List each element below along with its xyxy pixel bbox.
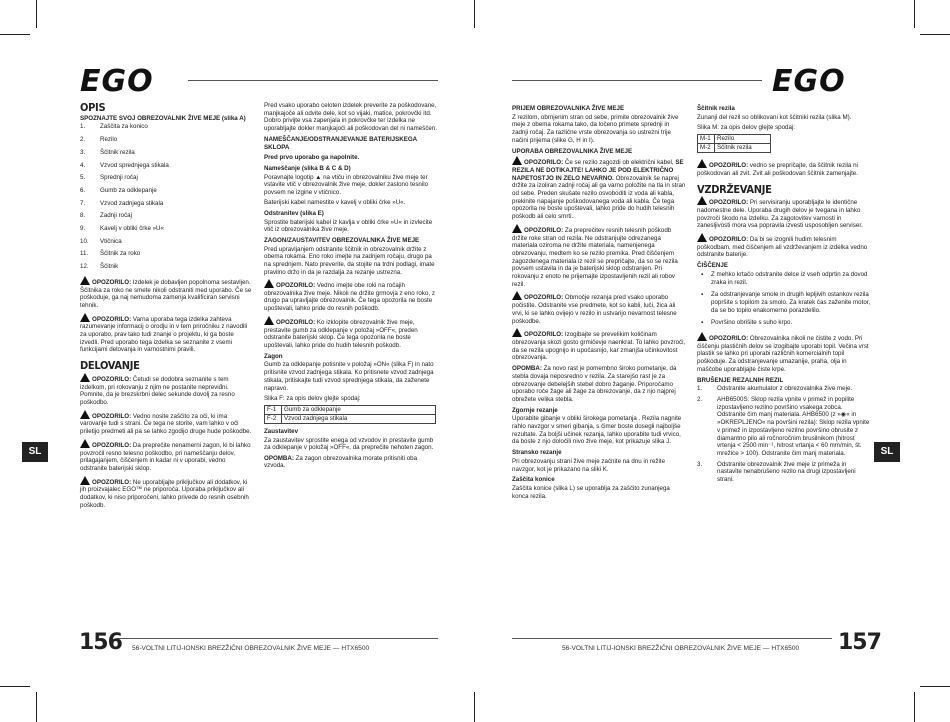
warning: OPOZORILO: Vedno imejte obe roki na ročajih obrezovalnika žive meje. Nikoli ne držite grmovja z eno roko, z drugo pa upravljajte obrezovalnik. Če tega opozorila ne boste upoštevali, lahko pride do resnih poškodb. xyxy=(264,279,438,313)
list-text: Vzvod sprednjega stikala xyxy=(100,161,169,169)
language-tab: SL xyxy=(22,442,48,462)
list-number: 3. xyxy=(80,148,86,156)
subheading: Zaščita konice xyxy=(512,476,555,484)
warning: OPOZORILO: Varna uporaba tega izdelka zahteva razumevanje informacij o orodju in v tem priročniku z navodili za uporabo, prav tako tudi znanje o projektu, ki ga boste izvedli. Pred uporabo tega izdelka se seznanite z vsemi funkcijami delovanja in varnostnimi pravili. xyxy=(80,313,252,355)
table-row xyxy=(698,135,771,144)
list-number: 12. xyxy=(80,263,89,271)
warning-icon xyxy=(264,279,274,288)
paragraph: Gumb za odklepanje potisnite v položaj »ON« (slika F) in nato pritisnite vzvod zadnjega stikala. Ko pritisnete vzvod zadnjega stikala, pritiskajte tudi vzvod sprednjega stikala, da zaženete napravo. xyxy=(264,361,434,392)
column-1 xyxy=(80,100,252,512)
list-item xyxy=(80,238,252,246)
list-text: Z mehko krtačo odstranite delce iz vseh odprtin za dovod zraka in rezil. xyxy=(711,270,868,286)
list-item xyxy=(697,461,871,484)
list-text: Rezilo xyxy=(100,136,118,144)
parts-table-m xyxy=(697,134,771,153)
language-tab: SL xyxy=(874,442,900,462)
page-number: 156 xyxy=(79,630,122,655)
table-cell: M-2 xyxy=(698,144,715,153)
subheading: Zgornje rezanje xyxy=(512,406,558,414)
list-text: Vzvod zadnjega stikala xyxy=(100,199,164,207)
ego-logo: EGO xyxy=(80,64,154,99)
paragraph: Pri obrezovanju strani žive meje začnite na dnu in režite navzgor, kot je prikazano na sliki K. xyxy=(512,457,666,473)
crop-mark xyxy=(914,692,915,722)
list-text: Zaščita za konico xyxy=(100,123,148,131)
paragraph: Sprostite baterijski kabel iz kavlja v obliki črke »U« in izvlecite vtič iz obrezovalnika žive meje. xyxy=(264,218,433,234)
list-text: Odstranite akumulator z obrezovalnika žive meje. xyxy=(717,385,853,393)
list-number: 9. xyxy=(80,225,86,233)
bullet-icon: ▪ xyxy=(701,270,704,278)
list-item xyxy=(80,212,252,220)
warning: OPOZORILO: Da preprečite nenamerni zagon, ki bi lahko povzročil resno telesno poškodbo, pri nameščanju delov, prilagajanjem, čiščenjem in kadar ni v uporabi, vedno odstranite baterijski sklop. xyxy=(80,439,252,473)
paragraph: Z rezilom, obrnjenim stran od sebe, primite obrezovalnik žive meje z obema rokama tako, da ločeno primete sprednji in zadnji ročaj. Za različne vrste obrezovanja so ustrezni trije načini prijema (slike G, H in I). xyxy=(512,113,679,144)
list-item xyxy=(80,174,252,182)
crop-mark xyxy=(920,34,950,35)
warning: OPOZORILO: Za preprečitev resnih telesnih poškodb držite roke stran od rezila. Ne odstranjujte odrezanega materiala oziroma ne držite materiala, namenjenega obrezovanju, medtem ko se rezilo premika. Pred čiščenjem zagozdenega materiala iz rezil se prepričajte, da so se rezila povsem ustavila in da je baterijski sklop odstranjen. Pri rokovanju z enoto ne prijemajte izpostavljenih rezil ali robov rezil. xyxy=(512,224,686,289)
list-text: Za odstranjevanje smole in drugih lepljivih ostankov rezila popršite s topilom za smolo. Za kratek čas zaženite motor, da se bo topilo enakomerno porazdelilo. xyxy=(711,291,871,314)
table-cell: F-2 xyxy=(265,414,282,423)
list-item xyxy=(80,123,252,131)
subheading: Pred prvo uporabo ga napolnite. xyxy=(264,154,360,162)
paragraph: Za zaustavitev sprostite enega od vzvodov in prestavite gumb za odklepanje v položaj »OFF«, da preprečite nehoten zagon. xyxy=(264,436,434,452)
subheading: Zaustavitev xyxy=(264,427,299,435)
list-number: 5. xyxy=(80,174,86,182)
subheading: ZAGON/ZAUSTAVITEV OBREZOVALNIKA ŽIVE MEJE xyxy=(264,237,420,245)
list-text: AHB6500S: Sklop rezila vpnite v primež in popilite izpostavljeno rezilno površino vsakega zobca. Odstranite čim manj materiala. AHB6500 (z »◉« in »OKREPLJENO« na površini rezila): Sklop rezila vpnite v primež in izpostavljeno rezilno površino obrusite z diamantno pilo ali ročnoročnim brusilnikom (hitrost vrtenja < 2500 min⁻¹, hitrost vrtanja < 60 mm/min, št. mrežice > 100). Odstranite čim manj materiala. xyxy=(717,395,870,457)
subheading: ČIŠČENJE xyxy=(697,262,728,270)
list-item xyxy=(80,149,252,157)
warning: OPOZORILO: Izdelek je dobavljen popolnoma sestavljen. Ščitnika za roko ne smete nikoli odstraniti med uporabo. Če se poškoduje, ga naj nemudoma zamenja kvalificiran servisni tehnik. xyxy=(80,276,252,310)
list-item xyxy=(80,200,252,208)
footer-rule xyxy=(117,638,438,639)
table-row xyxy=(265,414,436,423)
sharpening-steps xyxy=(697,385,871,483)
warning-icon xyxy=(512,156,522,165)
list-text: Zadnji ročaj xyxy=(100,212,132,220)
paragraph: Baterijski kabel namestite v kavelj v obliki črke »U«. xyxy=(264,199,406,207)
paragraph: Pred upravljanjem odstranite ščitnik in obrezovalnik držite z obema rokama. Eno roko imejte na zadnjem ročaju, drugo pa na sprednjem. Nato preverite, da stojite na trdni podlagi, imate pravilno držo in da je razdalja za rezanje ustrezna. xyxy=(264,245,435,276)
subheading: Stransko rezanje xyxy=(512,449,562,457)
table-cell: F-1 xyxy=(265,405,282,414)
list-number: 1. xyxy=(697,385,703,393)
warning-icon xyxy=(80,313,90,322)
table-cell: Vzvod zadnjega stikala xyxy=(282,414,436,423)
list-text: Odstranite obrezovalnik žive meje iz primeža in nastavite nenabrušeno rezilo na drugi izpostavljeni strani. xyxy=(717,460,856,484)
crop-mark xyxy=(474,692,475,722)
parts-list xyxy=(80,123,252,270)
table-row xyxy=(265,405,436,414)
list-item xyxy=(697,396,871,458)
list-item xyxy=(80,263,252,271)
warning: OPOZORILO: Vedno nosite zaščito za oči, ki ima varovanje tudi s strani. Če tega ne storite, vam lahko v oči priletijo predmeti ali pa se lahko zgodijo druge hude poškodbe. xyxy=(80,410,252,436)
list-item xyxy=(80,136,252,144)
warning: OPOZORILO: Obrezovalnika nikoli ne čistite z vodo. Pri čiščenju plastičnih delov se izogibajte uporabi topil. Večina vrst plastik se lahko pri uporabi različnih komercialnih topil poškoduje. Za odstranjevanje umazanije, praha, olja in maščobe uporabljajte čiste krpe. xyxy=(697,332,871,374)
paragraph: Poravnajte logotip ▲ na vtiču in obrezovalniku žive meje ter vstavite vtič v obrezovalnik žive meje, dokler zaslono tesnilo povsem ne izgine v vtičnico. xyxy=(264,173,429,197)
subheading: Ščitnik rezila xyxy=(697,105,735,112)
subheading: UPORABA OBREZOVALNIKA ŽIVE MEJE xyxy=(512,147,633,155)
ego-logo: EGO xyxy=(772,64,846,99)
table-row xyxy=(698,144,771,153)
header-rule xyxy=(188,80,438,81)
list-item xyxy=(697,319,871,327)
subheading: Nameščanje (slika B & C & D) xyxy=(264,164,351,172)
warning-icon xyxy=(512,328,522,337)
subheading: PRIJEM OBREZOVALNIKA ŽIVE MEJE xyxy=(512,105,625,112)
paragraph: Zaščita konice (slika L) se uporablja za zaščito zunanjega konca rezila. xyxy=(512,484,670,500)
note: OPOMBA: Za novo rast je pomembno široko pometanje, da stebla dovaja neposredno v rezila. Za starejšo rast je za obrezovanje debelejših stebel dobro žaganje. Priporočamo uporabo roče žage ali žage za obrezovanje, da z njo najprej obrežete velika stebla. xyxy=(512,365,677,403)
list-number: 2. xyxy=(697,395,703,403)
subheading: NAMEŠČANJE/ODSTRANJEVANJE BATERIJSKEGA SKLOPA xyxy=(264,135,417,151)
warning-icon xyxy=(80,373,90,382)
list-text: Ščitnik rezila xyxy=(100,148,135,156)
crop-mark xyxy=(0,34,30,35)
footer-rule xyxy=(512,638,832,639)
figure-caption: Slika F: za opis delov glejte spodaj: xyxy=(264,394,361,402)
table-cell: Rezilo xyxy=(715,135,771,144)
parts-table-f xyxy=(264,405,436,424)
list-text: Površino obrišite s suho krpo. xyxy=(711,319,793,327)
warning-icon xyxy=(80,276,90,285)
list-number: 10. xyxy=(80,237,89,245)
warning-icon xyxy=(697,332,707,341)
cleaning-list xyxy=(697,271,871,327)
warning: OPOZORILO: vedno se prepričajte, da ščitnik rezila ni poškodovan ali zvit. Zvit ali poškodovan ščitnik zamenjajte. xyxy=(697,159,871,177)
list-item xyxy=(697,385,871,393)
table-cell: Gumb za odklepanje xyxy=(282,405,436,414)
list-text: Sprednji ročaj xyxy=(100,174,138,182)
list-item xyxy=(80,187,252,195)
warning-icon xyxy=(80,476,90,485)
column-4 xyxy=(697,102,871,487)
list-number: 8. xyxy=(80,212,86,220)
bullet-icon: ▪ xyxy=(701,291,704,299)
list-text: Ščitnik za roko xyxy=(100,250,141,258)
warning: OPOZORILO: Ne uporabljajte priključkov ali dodatkov, ki jih proizvajalec EGO™ ne priporoča. Uporaba priključkov ali dodatkov, ki niso priporočeni, lahko privede do resnih osebnih poškodb. xyxy=(80,476,252,510)
list-number: 2. xyxy=(80,136,86,144)
warning-icon xyxy=(697,196,707,205)
warning-icon xyxy=(264,316,274,325)
warning: OPOZORILO: Če se rezilo zagozdi ob električni kabel, SE REZILA NE DOTIKAJTE! LAHKO JE POD ELEKTRIČNO NAPETOSTJO IN ZELO NEVARNO. Obrezovalnik še naprej držite za izoliran zadnji ročaj ali ga varno položite na tla in stran od sebe. Preden skušate rezilo osvoboditi iz voda ali kabla, prekinite napajanje poškodovanega voda ali kabla. Če tega opozorila ne boste upoštevali, lahko pride do hudih telesnih poškodb ali celo smrti. xyxy=(512,156,686,221)
bullet-icon: ▪ xyxy=(701,319,704,327)
paragraph: Uporabite gibanje v obliki širokega pometanja . Rezila nagnite rahlo navzgor v smeri gibanja, s čimer boste dosegli najboljše rezultate. Za boljši učinek rezanja, lahko uporabite tudi vrvico, da boste z njo določili nivo žive meje, kot prikazuje slika J. xyxy=(512,415,682,446)
column-2 xyxy=(264,102,438,472)
crop-mark xyxy=(920,686,950,687)
warning-icon xyxy=(697,159,707,168)
paragraph: Zunanji del rezil so oblikovani kot ščitniki rezila (slika M). xyxy=(697,113,852,121)
list-text: Vtičnica xyxy=(100,237,122,245)
list-number: 1. xyxy=(80,123,86,131)
crop-mark xyxy=(474,0,475,28)
list-text: Ščitnik xyxy=(100,263,119,271)
list-item xyxy=(80,250,252,258)
warning-icon xyxy=(80,439,90,448)
list-item xyxy=(697,291,871,314)
section-heading-opis: OPIS xyxy=(80,101,106,114)
subheading: Odstranitev (slika E) xyxy=(264,209,324,217)
warning: OPOZORILO: Pri servisiranju uporabljajte le identične nadomestne dele. Uporaba drugih delov je tvegana in lahko povzroči škodo na izdelku. Za zagotovitev varnosti in zanesljivosti mora vsa popravila izvesti usposobljen serviser. xyxy=(697,196,871,230)
list-item xyxy=(80,225,252,233)
subheading: SPOZNAJTE SVOJ OBREZOVALNIK ŽIVE MEJE (slika A) xyxy=(80,114,246,122)
section-heading-delovanje: DELOVANJE xyxy=(80,359,140,373)
table-cell: M-1 xyxy=(698,135,715,144)
crop-mark xyxy=(0,686,30,687)
list-text: Kavelj v obliki črke »U« xyxy=(100,225,164,233)
crop-mark xyxy=(36,0,37,28)
list-number: 7. xyxy=(80,199,86,207)
crop-mark xyxy=(36,692,37,722)
figure-caption: Slika M: za opis delov glejte spodaj: xyxy=(697,123,796,131)
warning-icon xyxy=(80,410,90,419)
subheading: Zagon xyxy=(264,352,283,360)
warning: OPOZORILO: Območje rezanja pred vsako uporabo počistite. Odstranite vse predmete, kot so kabli, luči, žica ali vrvi, ki se lahko ovijejo v rezilo in ustvarijo nevarnost telesne poškodbe. xyxy=(512,291,686,325)
page-number: 157 xyxy=(838,630,881,655)
footer-text: 56-VOLTNI LITIJ-IONSKI BREZŽIČNI OBREZOVALNIK ŽIVE MEJE — HTX6500 xyxy=(132,645,370,652)
list-number: 3. xyxy=(697,460,703,468)
footer-text: 56-VOLTNI LITIJ-IONSKI BREZŽIČNI OBREZOVALNIK ŽIVE MEJE — HTX6500 xyxy=(562,645,800,652)
warning-icon xyxy=(512,224,522,233)
list-number: 6. xyxy=(80,186,86,194)
list-number: 11. xyxy=(80,250,89,258)
section-heading-vzdrzevanje: VZDRŽEVANJE xyxy=(697,182,772,196)
warning: OPOZORILO: Izogibajte se prevelikim količinam obrezovanja skozi gosto grmičevje naenkrat. To lahko povzroči, da se rezila upognijo in upočasnijo, kar zmanjša učinkovitost obrezovanja. xyxy=(512,328,686,362)
table-cell: Ščitnik rezila xyxy=(715,144,771,153)
warning-icon xyxy=(512,291,522,300)
list-text: Gumb za odklepanje xyxy=(100,186,157,194)
subheading: BRUŠENJE REZALNIH REZIL xyxy=(697,376,784,384)
warning: OPOZORILO: Ko izklopite obrezovalnik žive meje, prestavite gumb za odklepanje v položaj »OFF«, preden odstranite baterijski sklop. Če tega opozorila ne boste upoštevali, lahko pride do hudih telesnih poškodb. xyxy=(264,316,438,350)
list-item xyxy=(80,162,252,170)
crop-mark xyxy=(914,0,915,28)
column-3 xyxy=(512,102,686,503)
warning-icon xyxy=(697,233,707,242)
list-number: 4. xyxy=(80,161,86,169)
note: OPOMBA: Za zagon obrezovalnika morate pritisniti oba vzvoda. xyxy=(264,454,418,470)
warning: OPOZORILO: Četudi se dodobra seznanite s tem izdelkom, pri rokovanju z njim ne postanite nepreviđni. Pomnite, da je brezskrbni delec sekunde dovolj za resno poškodbo. xyxy=(80,373,252,407)
paragraph: Pred vsako uporabo celoten izdelek preverite za poškodovane, manjkajoče ali odvite dele, kot so vijaki, matice, pokrovčki itd. Dobro privijte vsa zapenjala in pokrovčke ter izdelka ne uporabljajte dokler manjkajoči ali poškodovan del ni nameščen. xyxy=(264,102,438,133)
header-rule xyxy=(512,80,762,81)
list-item xyxy=(697,271,871,286)
warning: OPOZORILO: Da bi se izognili hudim telesnim poškodbam, med čiščenjem ali vzdrževanjem iz izdelka vedno odstranite baterije. xyxy=(697,233,871,259)
